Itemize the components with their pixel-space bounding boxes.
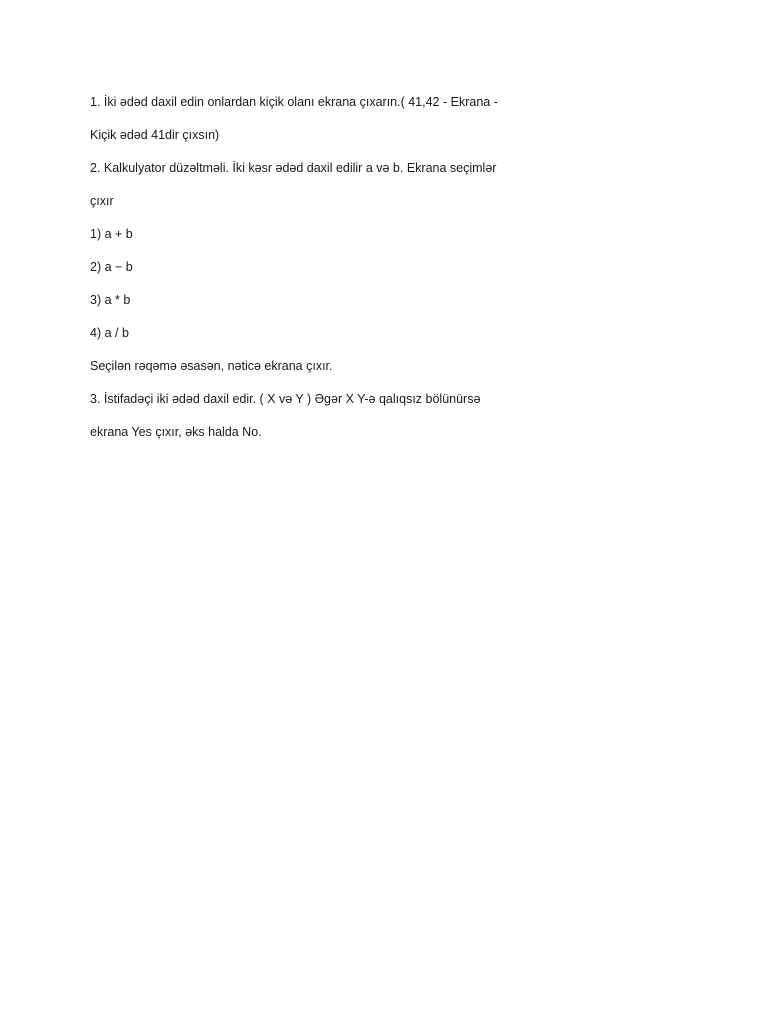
task-3-line-1: 3. İstifadəçi iki ədəd daxil edir. ( X və Y ) Əgər X Y-ə qalıqsız bölünürsə [90, 392, 481, 406]
option-multiply: 3) a * b [90, 293, 131, 307]
task-2-result-note: Seçilən rəqəmə əsasən, nəticə ekrana çıxır. [90, 359, 333, 373]
task-1-line-2: Kiçik ədəd 41dir çıxsın) [90, 128, 220, 142]
document-body [90, 94, 690, 457]
task-2-line-1: 2. Kalkulyator düzəltməli. İki kəsr ədəd daxil edilir a və b. Ekrana seçimlər [90, 161, 497, 175]
option-add: 1) a + b [90, 227, 133, 241]
task-3-line-2: ekrana Yes çıxır, əks halda No. [90, 425, 262, 439]
task-2-line-2: çıxır [90, 194, 114, 208]
option-divide: 4) a / b [90, 326, 129, 340]
option-subtract: 2) a − b [90, 260, 133, 274]
task-1-line-1: 1. İki ədəd daxil edin onlardan kiçik olanı ekrana çıxarın.( 41,42 - Ekrana - [90, 95, 498, 109]
